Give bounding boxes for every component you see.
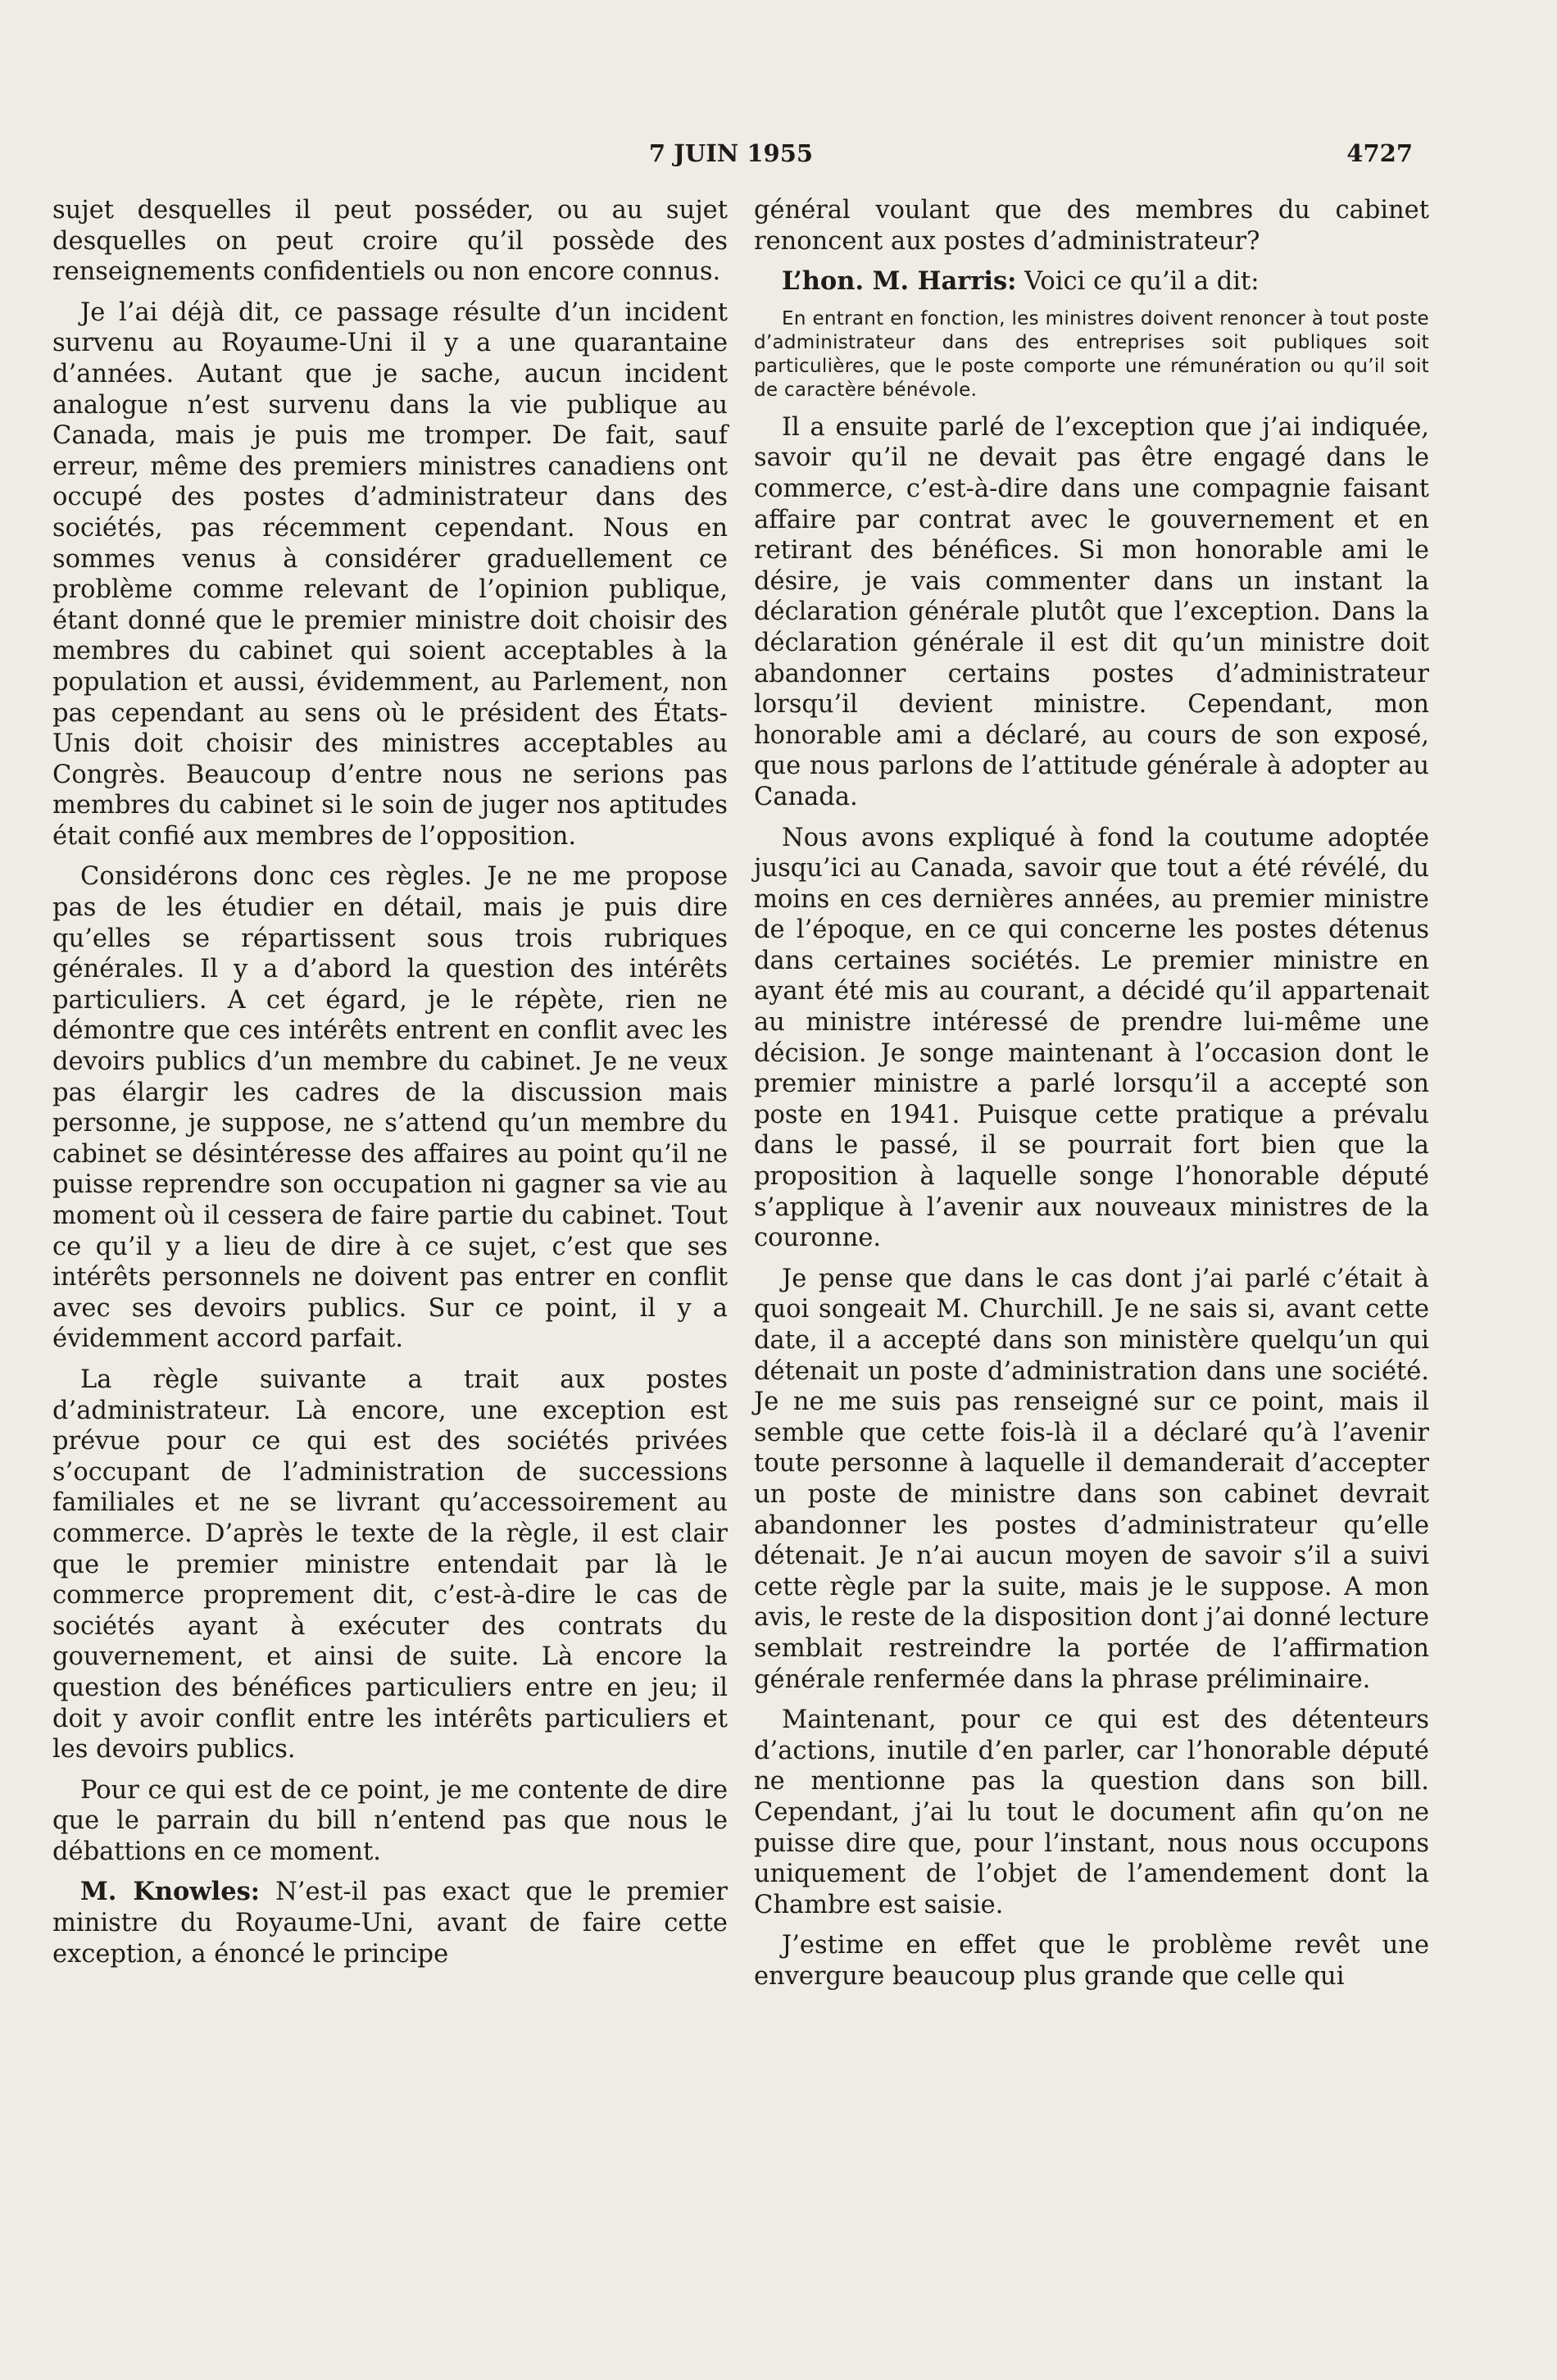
- paragraph: L’hon. M. Harris: Voici ce qu’il a dit:: [782, 266, 1260, 297]
- paragraph: sujet desquelles il peut posséder, ou au sujet desquelles on peut croire qu’il possède des renseignements confidentiels ou non encore connus.: [52, 196, 728, 287]
- paragraph: M. Knowles: N’est-il pas exact que le premier ministre du Royaume-Uni, avant de faire cette exception, a énoncé le principe: [52, 1877, 728, 1969]
- paragraph: Je l’ai déjà dit, ce passage résulte d’un incident survenu au Royaume-Uni il y a une quarantaine d’années. Autant que je sache, aucun incident analogue n’est survenu dans la vie publique au Canada, mais je puis me tromper. De fait, sauf erreur, même des premiers ministres canadiens ont occupé des postes d’administrateur dans des sociétés, pas récemment cependant. Nous en sommes venus à considérer graduellement ce problème comme relevant de l’opinion publique, étant donné que le premier ministre doit choisir des membres du cabinet qui soient acceptables à la population et aussi, évidemment, au Parlement, non pas cependant au sens où le président des États-Unis doit choisir des ministres acceptables au Congrès. Beaucoup d’entre nous ne serions pas membres du cabinet si le soin de juger nos aptitudes était confié aux membres de l’opposition.: [52, 298, 728, 851]
- paragraph: Il a ensuite parlé de l’exception que j’ai indiquée, savoir qu’il ne devait pas être engagé dans le commerce, c’est-à-dire dans une compagnie faisant affaire par contrat avec le gouvernement et en retirant des bénéfices. Si mon honorable ami le désire, je vais commenter dans un instant la déclaration générale plutôt que l’exception. Dans la déclaration générale il est dit qu’un ministre doit abandonner certains postes d’administrateur lorsqu’il devient ministre. Cependant, mon honorable ami a déclaré, au cours de son exposé, que nous parlons de l’attitude générale à adopter au Canada.: [754, 412, 1429, 811]
- page-header: [49, 139, 1413, 179]
- paragraph: Je pense que dans le cas dont j’ai parlé c’était à quoi songeait M. Churchill. Je ne sais si, avant cette date, il a accepté dans son ministère quelqu’un qui détenait un poste d’administration dans une société. Je ne me suis pas renseigné sur ce point, mais il semble que cette fois-là il a déclaré qu’à l’avenir toute personne à laquelle il demanderait d’accepter un poste de ministre dans son cabinet devrait abandonner les postes d’administrateur qu’elle détenait. Je n’ai aucun moyen de savoir s’il a suivi cette règle par la suite, mais je le suppose. A mon avis, le reste de la disposition dont j’ai donné lecture semblait restreindre la portée de l’affirmation générale renfermée dans la phrase préliminaire.: [754, 1264, 1429, 1694]
- quoted-rule: En entrant en fonction, les ministres doivent renoncer à tout poste d’administrateur dans des entreprises soit publiques soit particulières, que le poste comporte une rémunération ou qu’il soit de caractère bénévole.: [754, 307, 1429, 401]
- page-date: 7 JUIN 1955: [648, 139, 814, 167]
- page-number: 4727: [1346, 139, 1413, 167]
- paragraph: général voulant que des membres du cabinet renoncent aux postes d’administrateur?: [754, 196, 1429, 256]
- speaker-name: M. Knowles:: [80, 1877, 261, 1907]
- left-column: [52, 195, 728, 1979]
- paragraph: La règle suivante a trait aux postes d’administrateur. Là encore, une exception est prévue pour ce qui est des sociétés privées s’occupant de l’administration de successions familiales et ne se livrant qu’accessoirement au commerce. D’après le texte de la règle, il est clair que le premier ministre entendait par là le commerce proprement dit, c’est-à-dire le cas de sociétés ayant à exécuter des contrats du gouvernement, et ainsi de suite. Là encore la question des bénéfices particuliers entre en jeu; il doit y avoir conflit entre les intérêts particuliers et les devoirs publics.: [52, 1365, 728, 1765]
- paragraph: Considérons donc ces règles. Je ne me propose pas de les étudier en détail, mais je puis dire qu’elles se répartissent sous trois rubriques générales. Il y a d’abord la question des intérêts particuliers. A cet égard, je le répète, rien ne démontre que ces intérêts entrent en conflit avec les devoirs publics d’un membre du cabinet. Je ne veux pas élargir les cadres de la discussion mais personne, je suppose, ne s’attend qu’un membre du cabinet se désintéresse des affaires au point qu’il ne puisse reprendre son occupation ni gagner sa vie au moment où il cessera de faire partie du cabinet. Tout ce qu’il y a lieu de dire à ce sujet, c’est que ses intérêts personnels ne doivent pas entrer en conflit avec ses devoirs publics. Sur ce point, il y a évidemment accord parfait.: [52, 862, 728, 1354]
- paragraph: Nous avons expliqué à fond la coutume adoptée jusqu’ici au Canada, savoir que tout a été révélé, du moins en ces dernières années, au premier ministre de l’époque, en ce qui concerne les postes détenus dans certaines sociétés. Le premier ministre en ayant été mis au courant, a décidé qu’il appartenait au ministre intéressé de prendre lui-même une décision. Je songe maintenant à l’occasion dont le premier ministre a parlé lorsqu’il a accepté son poste en 1941. Puisque cette pratique a prévalu dans le passé, il se pourrait fort bien que la proposition à laquelle songe l’honorable député s’applique à l’avenir aux nouveaux ministres de la couronne.: [754, 823, 1429, 1253]
- paragraph: J’estime en effet que le problème revêt une envergure beaucoup plus grande que celle qui: [754, 1931, 1429, 1991]
- paragraph: Maintenant, pour ce qui est des détenteurs d’actions, inutile d’en parler, car l’honorable député ne mentionne pas la question dans son bill. Cependant, j’ai lu tout le document afin qu’on ne puisse dire que, pour l’instant, nous nous occupons uniquement de l’objet de l’amendement dont la Chambre est saisie.: [754, 1706, 1429, 1919]
- right-column: [754, 195, 1429, 2001]
- paragraph: Pour ce qui est de ce point, je me contente de dire que le parrain du bill n’entend pas que nous le débattions en ce moment.: [52, 1775, 728, 1866]
- speaker-name: L’hon. M. Harris:: [782, 266, 1017, 297]
